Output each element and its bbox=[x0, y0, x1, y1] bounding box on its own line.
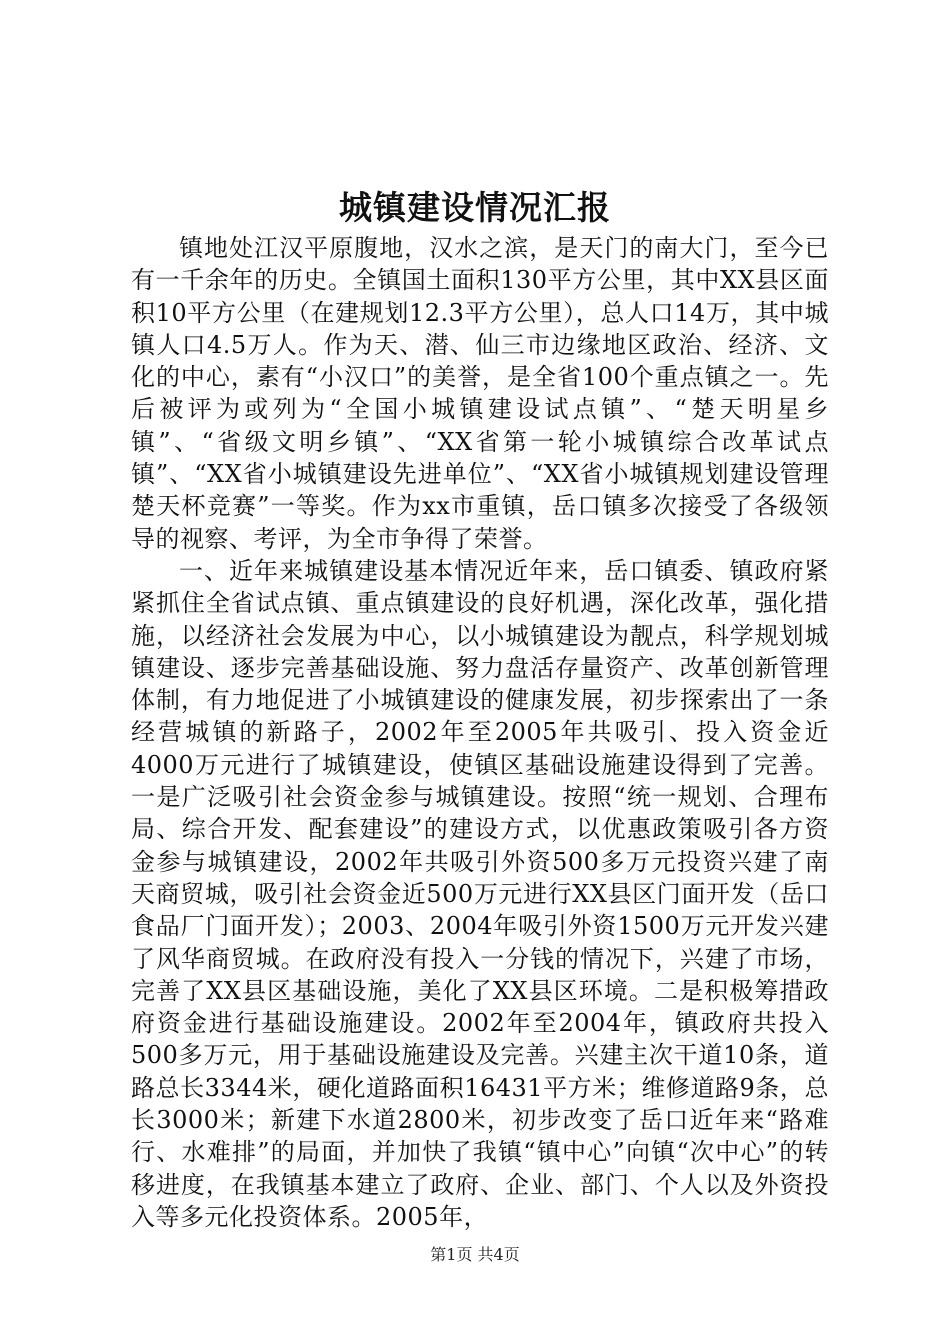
document-body bbox=[131, 232, 829, 1233]
paragraph-intro: 镇地处江汉平原腹地，汉水之滨，是天门的南大门，至今已有一千余年的历史。全镇国土面积130平方公里，其中XX县区面积10平方公里（在建规划12.3平方公里），总人口14万，其中城镇人口4.5万人。作为天、潜、仙三市边缘地区政治、经济、文化的中心，素有“小汉口”的美誉，是全省100个重点镇之一。先后被评为或列为“全国小城镇建设试点镇”、“楚天明星乡镇”、“省级文明乡镇”、“XX省第一轮小城镇综合改革试点镇”、“XX省小城镇建设先进单位”、“XX省小城镇规划建设管理楚天杯竞赛”一等奖。作为xx市重镇，岳口镇多次接受了各级领导的视察、考评，为全市争得了荣誉。 bbox=[131, 234, 829, 553]
document-title: 城镇建设情况汇报 bbox=[339, 188, 611, 227]
paragraph-section-one: 一、近年来城镇建设基本情况近年来，岳口镇委、镇政府紧紧抓住全省试点镇、重点镇建设的良好机遇，深化改革，强化措施，以经济社会发展为中心，以小城镇建设为靓点，科学规划城镇建设、逐步完善基础设施、努力盘活存量资产、改革创新管理体制，有力地促进了小城镇建设的健康发展，初步探索出了一条经营城镇的新路子，2002年至2005年共吸引、投入资金近4000万元进行了城镇建设，使镇区基础设施建设得到了完善。一是广泛吸引社会资金参与城镇建设。按照“统一规划、合理布局、综合开发、配套建设”的建设方式，以优惠政策吸引各方资金参与城镇建设，2002年共吸引外资500多万元投资兴建了南天商贸城，吸引社会资金近500万元进行XX县区门面开发（岳口食品厂门面开发）；2003、2004年吸引外资1500万元开发兴建了风华商贸城。在政府没有投入一分钱的情况下，兴建了市场，完善了XX县区基础设施，美化了XX县区环境。二是积极筹措政府资金进行基础设施建设。2002年至2004年，镇政府共投入500多万元，用于基础设施建设及完善。兴建主次干道10条，道路总长3344米，硬化道路面积16431平方米；维修道路9条，总长3000米；新建下水道2800米，初步改变了岳口近年来“路难行、水难排”的局面，并加快了我镇“镇中心”向镇“次中心”的转移进度，在我镇基本建立了政府、企业、部门、个人以及外资投入等多元化投资体系。2005年， bbox=[131, 556, 829, 1231]
page-number-footer: 第1页 共4页 bbox=[430, 1245, 520, 1264]
